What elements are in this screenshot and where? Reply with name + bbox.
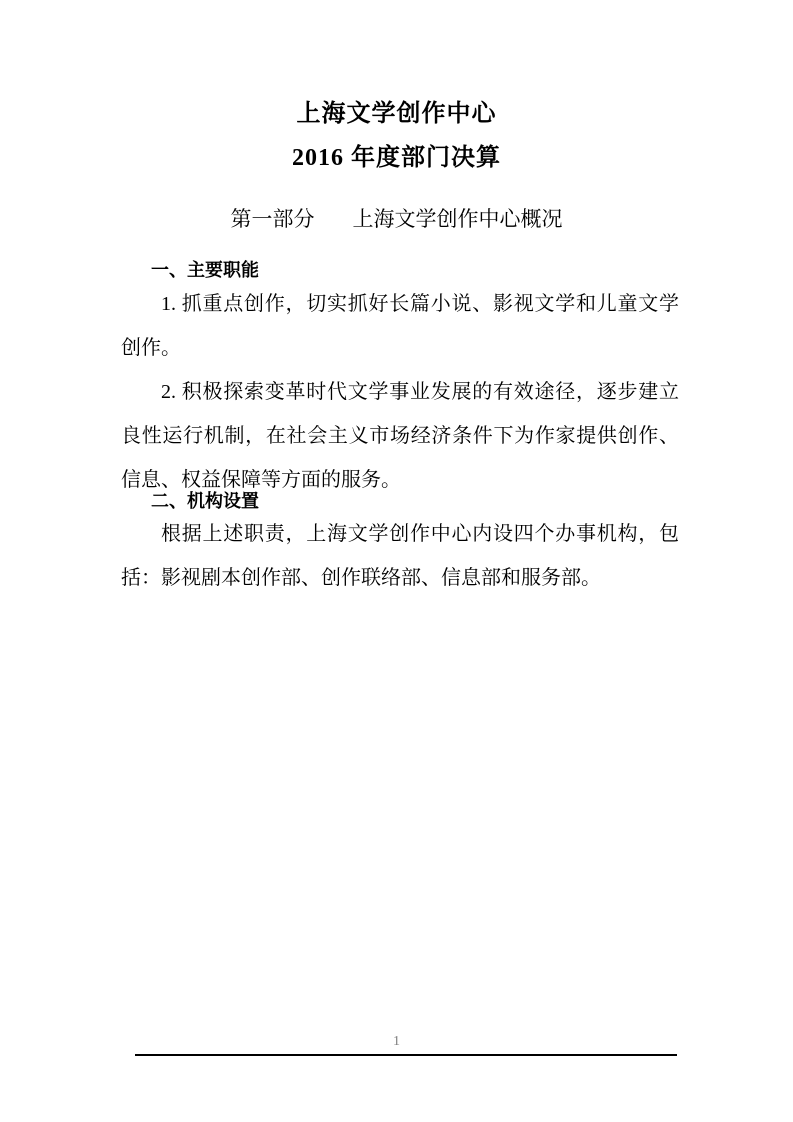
part-one-heading <box>0 206 793 234</box>
document-title-line2: 2016 年度部门决算 <box>292 145 501 171</box>
paragraph-org-departments: 根据上述职责，上海文学创作中心内设四个办事机构，包括：影视剧本创作部、创作联络部、信息部和服务部。 <box>121 523 679 589</box>
footer-rule <box>135 1054 677 1056</box>
part-one-label: 第一部分 <box>230 208 315 231</box>
document-title-line1: 上海文学创作中心 <box>296 101 497 127</box>
part-one-title: 上海文学创作中心概况 <box>352 208 563 231</box>
page-number: 1 <box>393 1034 400 1049</box>
heading-org-structure: 二、机构设置 <box>151 491 259 511</box>
paragraph-key-creation: 1. 抓重点创作，切实抓好长篇小说、影视文学和儿童文学创作。 <box>121 293 679 359</box>
paragraph-explore-mechanism: 2. 积极探索变革时代文学事业发展的有效途径，逐步建立良性运行机制，在社会主义市场经济条件下为作家提供创作、信息、权益保障等方面的服务。 <box>121 381 679 491</box>
heading-main-duties: 一、主要职能 <box>151 260 259 280</box>
